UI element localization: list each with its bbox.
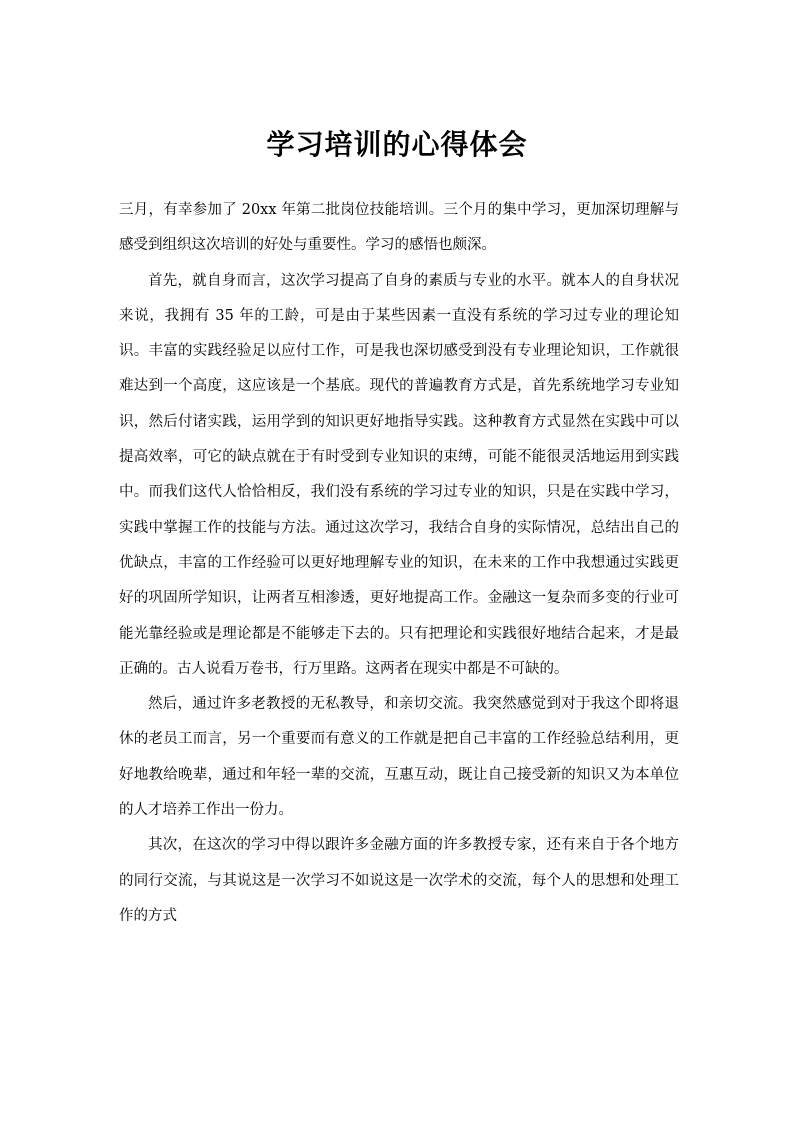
paragraph-then: 然后，通过许多老教授的无私教导，和亲切交流。我突然感觉到对于我这个即将退休的老员工而言，另一个重要而有意义的工作就是把自己丰富的工作经验总结利用，更好地教给晚辈，通过和年轻一辈的交流，互惠互动，既让自己接受新的知识又为本单位的人才培养工作出一份力。 bbox=[119, 696, 679, 819]
paragraph-first: 首先，就自身而言，这次学习提高了自身的素质与专业的水平。就本人的自身状况来说，我拥有 35 年的工龄，可是由于某些因素一直没有系统的学习过专业的理论知识。丰富的实践经验足以应付工作，可是我也深切感受到没有专业理论知识，工作就很难达到一个高度，这应该是一个基底。现代的普遍教育方式是，首先系统地学习专业知识，然后付诸实践，运用学到的知识更好地指导实践。这种教育方式显然在实践中可以提高效率，可它的缺点就在于有时受到专业知识的束缚，可能不能很灵活地运用到实践中。而我们这代人恰恰相反，我们没有系统的学习过专业的知识，只是在实践中学习，实践中掌握工作的技能与方法。通过这次学习，我结合自身的实际情况，总结出自己的优缺点，丰富的工作经验可以更好地理解专业的知识，在未来的工作中我想通过实践更好的巩固所学知识，让两者互相渗透，更好地提高工作。金融这一复杂而多变的行业可能光靠经验或是理论都是不能够走下去的。只有把理论和实践很好地结合起来，才是最正确的。古人说看万卷书，行万里路。这两者在现实中都是不可缺的。 bbox=[119, 272, 679, 677]
paragraph-second: 其次，在这次的学习中得以跟许多金融方面的许多教授专家，还有来自于各个地方的同行交流，与其说这是一次学习不如说这是一次学术的交流，每个人的思想和处理工作的方式 bbox=[119, 837, 679, 924]
paragraph-intro: 三月，有幸参加了 20xx 年第二批岗位技能培训。三个月的集中学习，更加深切理解与感受到组织这次培训的好处与重要性。学习的感悟也颇深。 bbox=[119, 202, 679, 254]
document-title: 学习培训的心得体会 bbox=[266, 128, 528, 161]
document-body bbox=[119, 193, 679, 934]
